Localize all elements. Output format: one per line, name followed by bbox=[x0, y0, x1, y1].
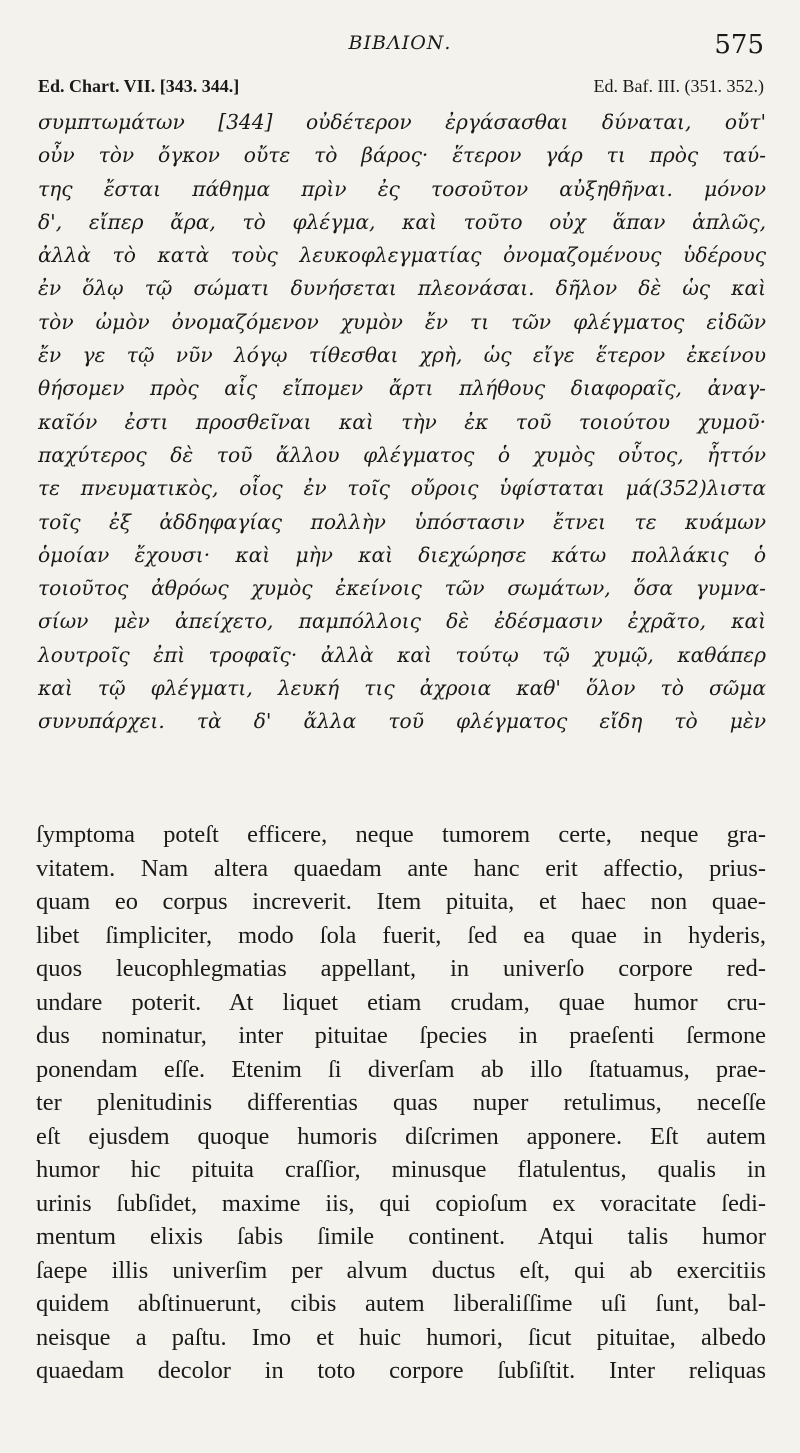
page-number: 575 bbox=[714, 30, 764, 60]
latin-text-line: libet ſimpliciter, modo ſola fuerit, ſed ea quae in hyderis, bbox=[36, 921, 766, 949]
greek-text-line: δ', εἴπερ ἄρα, τὸ φλέγμα, καὶ τοῦτο οὐχ ἅπαν ἁπλῶς, bbox=[38, 209, 766, 234]
greek-text-line: θήσομεν πρὸς αἷς εἴπομεν ἄρτι πλήθους διαφοραῖς, ἀναγ- bbox=[38, 376, 766, 401]
latin-text-block bbox=[36, 818, 766, 1388]
greek-text-line: ὁμοίαν ἔχουσι· καὶ μὴν καὶ διεχώρησε κάτω πολλάκις ὁ bbox=[38, 542, 766, 567]
latin-text-line: ſaepe illis univerſim per alvum ductus eſt, qui ab exercitiis bbox=[36, 1256, 766, 1284]
greek-text-line: ἔν γε τῷ νῦν λόγῳ τίθεσθαι χρὴ, ὡς εἴγε ἕτερον ἐκείνου bbox=[38, 343, 766, 368]
greek-text-line: καῖόν ἐστι προσθεῖναι καὶ τὴν ἐκ τοῦ τοιούτου χυμοῦ· bbox=[38, 409, 766, 434]
latin-text-line: ponendam eſſe. Etenim ſi diverſam ab illo ſtatuamus, prae- bbox=[36, 1055, 766, 1083]
greek-text-line: λουτροῖς ἐπὶ τροφαῖς· ἀλλὰ καὶ τούτῳ τῷ χυμῷ, καθάπερ bbox=[38, 642, 766, 667]
greek-text-line: σίων μὲν ἀπείχετο, παμπόλλοις δὲ ἐδέσμασιν ἐχρᾶτο, καὶ bbox=[38, 609, 766, 634]
greek-text-block bbox=[38, 106, 766, 739]
latin-text-line: quidem abſtinuerunt, cibis autem liberaliſſime uſi ſunt, bal- bbox=[36, 1290, 766, 1317]
latin-text-line: mentum elixis ſabis ſimile continent. Atqui talis humor bbox=[36, 1223, 766, 1250]
greek-text-line: ἐν ὅλῳ τῷ σώματι δυνήσεται πλεονάσαι. δῆλον δὲ ὡς καὶ bbox=[38, 276, 766, 301]
greek-text-line: συνυπάρχει. τὰ δ' ἄλλα τοῦ φλέγματος εἴδη τὸ μὲν bbox=[38, 709, 766, 734]
latin-text-line: eſt ejusdem quoque humoris diſcrimen apponere. Eſt autem bbox=[36, 1122, 766, 1150]
greek-text-line: τοῖς ἐξ ἀδδηφαγίας πολλὴν ὑπόστασιν ἔτνει τε κυάμων bbox=[38, 509, 766, 534]
greek-text-line: τὸν ὠμὸν ὀνομαζόμενον χυμὸν ἔν τι τῶν φλέγματος εἰδῶν bbox=[38, 309, 766, 334]
edition-line bbox=[38, 76, 764, 97]
latin-text-line: ter plenitudinis differentias quas nuper retulimus, neceſſe bbox=[36, 1089, 766, 1116]
greek-text-line: καὶ τῷ φλέγματι, λευκή τις ἀχροια καθ' ὅλον τὸ σῶμα bbox=[38, 676, 766, 701]
greek-text-line: ἀλλὰ τὸ κατὰ τοὺς λευκοφλεγματίας ὀνομαζομένους ὑδέρους bbox=[38, 243, 766, 268]
greek-text-line: συμπτωμάτων [344] οὐδέτερον ἐργάσασθαι δύναται, οὔτ' bbox=[38, 110, 766, 134]
latin-text-line: urinis ſubſidet, maxime iis, qui copioſum ex voracitate ſedi- bbox=[36, 1189, 766, 1217]
latin-text-line: ſymptoma poteſt efficere, neque tumorem certe, neque gra- bbox=[36, 821, 766, 848]
greek-text-line: τε πνευματικὸς, οἷος ἐν τοῖς οὔροις ὑφίσταται μά(352)λιστα bbox=[38, 476, 766, 501]
edition-basel-reference: Ed. Baf. III. (351. 352.) bbox=[593, 76, 764, 96]
latin-text-line: quam eo corpus increverit. Item pituita, et haec non quae- bbox=[36, 888, 766, 915]
greek-text-line: παχύτερος δὲ τοῦ ἄλλου φλέγματος ὁ χυμὸς οὗτος, ἧττόν bbox=[38, 442, 766, 467]
running-head: BIBΛΙΟΝ. bbox=[348, 32, 452, 54]
edition-chart-reference: Ed. Chart. VII. [343. 344.] bbox=[38, 76, 240, 96]
greek-text-line: οὖν τὸν ὄγκον οὔτε τὸ βάρος· ἕτερον γάρ τι πρὸς ταύ- bbox=[38, 143, 766, 168]
latin-text-line: dus nominatur, inter pituitae ſpecies in praeſenti ſermone bbox=[36, 1022, 766, 1049]
greek-text-line: της ἔσται πάθημα πρὶν ἐς τοσοῦτον αὐξηθῆναι. μόνον bbox=[38, 176, 766, 201]
greek-text-line: τοιοῦτος ἀθρόως χυμὸς ἐκείνοις τῶν σωμάτων, ὅσα γυμνα- bbox=[38, 576, 766, 601]
latin-text-line: undare poterit. At liquet etiam crudam, quae humor cru- bbox=[36, 988, 766, 1016]
latin-text-line: humor hic pituita craſſior, minusque flatulentus, qualis in bbox=[36, 1156, 766, 1183]
latin-text-line: neisque a paſtu. Imo et huic humori, ſicut pituitae, albedo bbox=[36, 1323, 766, 1351]
latin-text-line: quaedam decolor in toto corpore ſubſiſtit. Inter reliquas bbox=[36, 1357, 766, 1384]
latin-text-line: quos leucophlegmatias appellant, in univerſo corpore red- bbox=[36, 955, 766, 982]
latin-text-line: vitatem. Nam altera quaedam ante hanc erit affectio, prius- bbox=[36, 854, 766, 882]
